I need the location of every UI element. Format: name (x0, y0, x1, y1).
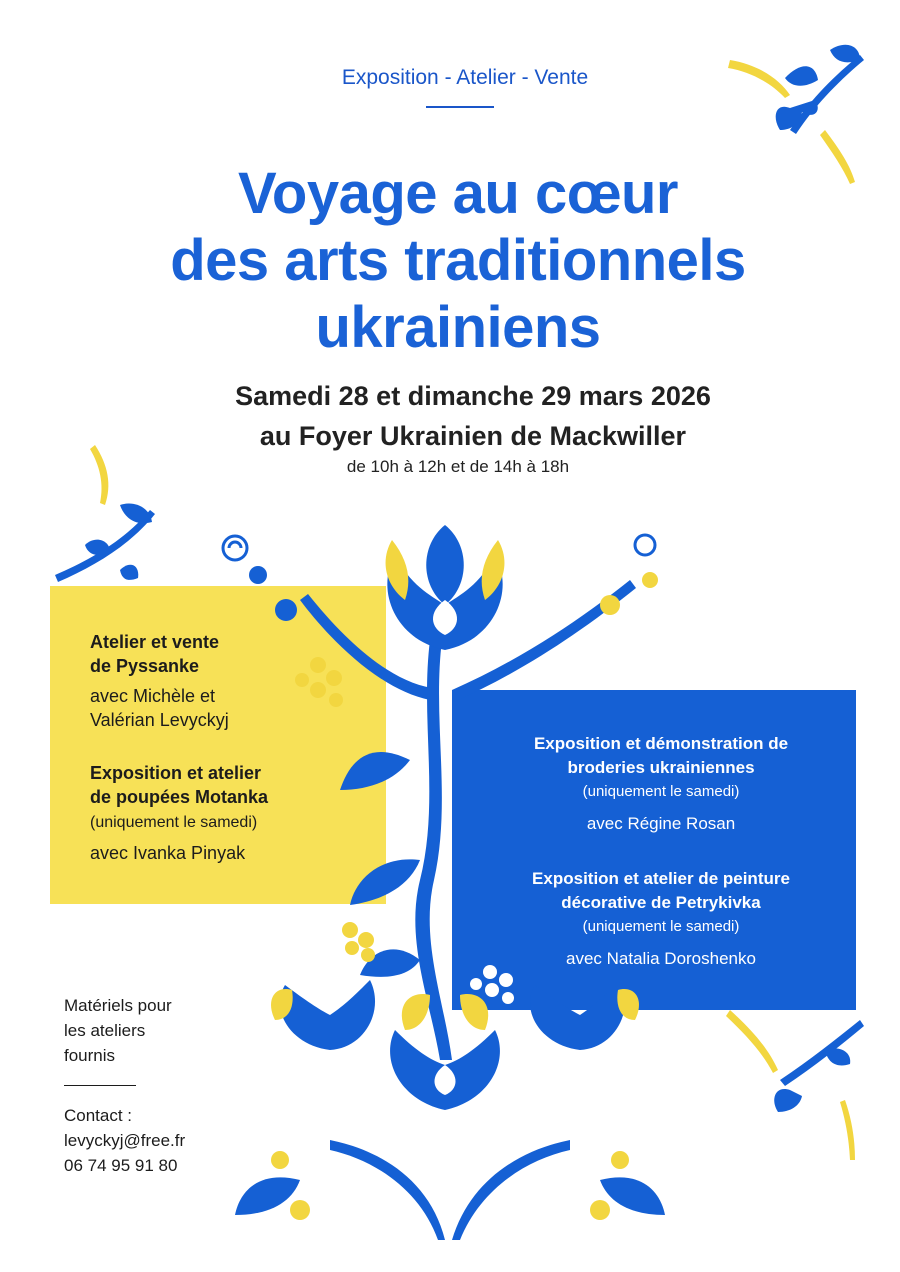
materials-line-1: Matériels pour (64, 996, 172, 1015)
activity-pyssanke-host-1: avec Michèle et (90, 686, 216, 706)
activity-petrykivka-title-1: Exposition et atelier de peinture (532, 869, 790, 888)
activity-motanka-host: avec Ivanka Pinyak (90, 843, 246, 863)
opening-hours: de 10h à 12h et de 14h à 18h (346, 457, 570, 476)
contact-email[interactable]: levyckyj@free.fr (64, 1131, 186, 1150)
activity-broderies-title-2: broderies ukrainiennes (567, 758, 755, 777)
contact-label: Contact : (64, 1106, 133, 1125)
activity-petrykivka-host: avec Natalia Doroshenko (566, 949, 756, 968)
materials-line-3: fournis (64, 1046, 116, 1065)
title-line-2: des arts traditionnels (170, 228, 746, 293)
materials-note (64, 993, 224, 1068)
activity-petrykivka-note: (uniquement le samedi) (582, 918, 740, 935)
contact-block (64, 1103, 244, 1178)
contact-rule (64, 1085, 136, 1086)
activity-broderies-title-1: Exposition et démonstration de (533, 734, 789, 753)
activity-petrykivka-title-2: décorative de Petrykivka (561, 893, 761, 912)
materials-line-2: les ateliers (64, 1021, 146, 1040)
activity-broderies-host: avec Régine Rosan (586, 814, 736, 833)
activity-motanka-note: (uniquement le samedi) (90, 814, 258, 831)
activity-motanka-title-1: Exposition et atelier (90, 763, 262, 783)
activity-motanka-title-2: de poupées Motanka (90, 787, 269, 807)
contact-phone[interactable]: 06 74 95 91 80 (64, 1156, 178, 1175)
activity-pyssanke-title-1: Atelier et vente (90, 632, 220, 652)
title-line-3: ukrainiens (315, 295, 601, 360)
venue-line: au Foyer Ukrainien de Mackwiller (259, 421, 687, 451)
activity-broderies (486, 732, 836, 836)
activity-broderies-note: (uniquement le samedi) (582, 783, 740, 800)
kicker: Exposition - Atelier - Vente (341, 66, 589, 89)
activity-pyssanke (90, 630, 370, 732)
activity-petrykivka (486, 867, 836, 971)
activity-pyssanke-host-2: Valérian Levyckyj (90, 710, 229, 730)
title-line-1: Voyage au cœur (238, 161, 678, 226)
activity-pyssanke-title-2: de Pyssanke (90, 656, 200, 676)
activity-motanka (90, 761, 380, 865)
date-line: Samedi 28 et dimanche 29 mars 2026 (235, 381, 711, 411)
